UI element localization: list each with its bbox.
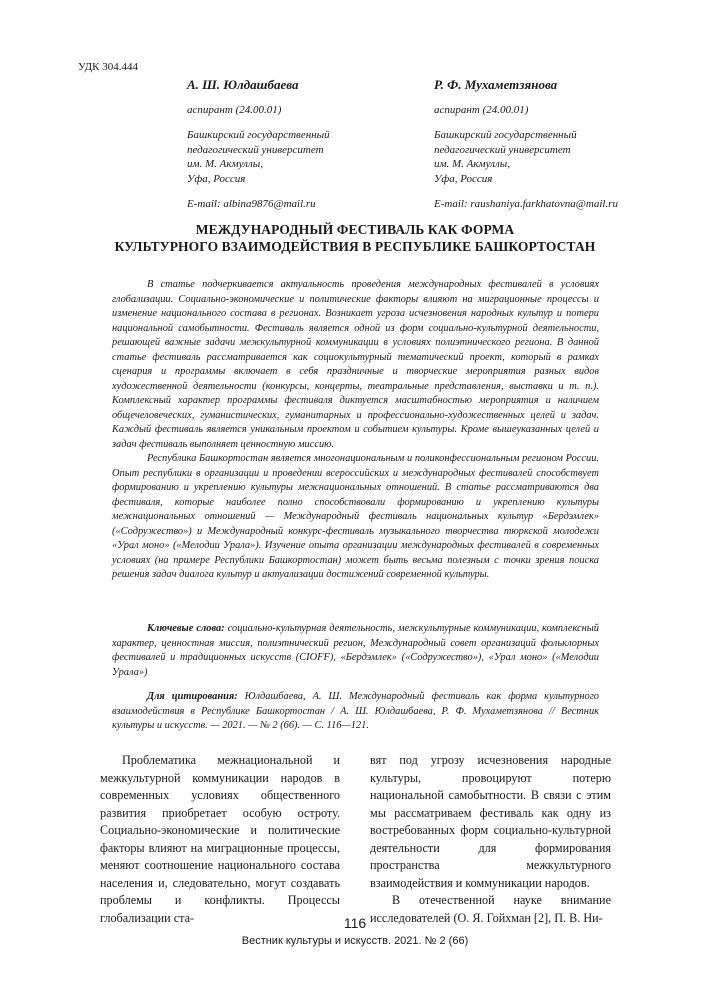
- citation-text: Юлдашбаева, А. Ш. Международный фестиваль как форма культурного взаимодействия в Республике Башкортостан / А. Ш. Юлдашбаева, Р. Ф. Мухаметзянова // Вестник культуры и искусств. — 2021. — № 2 (66). — С. 116—121.: [112, 691, 599, 731]
- citation: [112, 690, 599, 734]
- keywords: [112, 622, 599, 680]
- affiliation-line: им. М. Акмуллы,: [187, 158, 263, 170]
- title-line: МЕЖДУНАРОДНЫЙ ФЕСТИВАЛЬ КАК ФОРМА: [195, 222, 515, 237]
- affiliation-line: Башкирский государственный: [187, 129, 330, 141]
- journal-footer: Вестник культуры и искусств. 2021. № 2 (66): [241, 935, 469, 947]
- abstract: [112, 278, 599, 583]
- title-line: КУЛЬТУРНОГО ВЗАИМОДЕЙСТВИЯ В РЕСПУБЛИКЕ БАШКОРТОСТАН: [114, 239, 596, 254]
- affiliation-line: педагогический университет: [434, 143, 571, 156]
- keywords-text: социально-культурная деятельность, межкультурные коммуникации, комплексный характер, ценностная миссия, полиэтнический регион, Международный совет организаций фольклорных фестивалей и традиционных искусств (CIOFF), «Бердэмлек» («Содружество»), «Урал моно» («Мелодии Урала»): [112, 623, 599, 678]
- affiliation-line: Башкирский государственный: [434, 129, 577, 141]
- body-column-left: [100, 752, 340, 927]
- body-paragraph: вят под угрозу исчезновения народные культуры, провоцируют потерю национальной самобытности. В связи с этим мы рассматриваем фестиваль как одну из востребованных форм социально-культурной деятельности для формирования пространства межкультурного взаимодействия и коммуникации народов.: [370, 753, 611, 890]
- body-column-right: [370, 752, 611, 927]
- author-block-2: [434, 78, 684, 212]
- author-email: E-mail: raushaniya.farkhatovna@mail.ru: [434, 198, 618, 210]
- author-email: E-mail: albina9876@mail.ru: [187, 198, 316, 210]
- author-position: аспирант (24.00.01): [434, 103, 529, 116]
- body-paragraph: В отечественной науке внимание исследователей (О. Я. Гойхман [2], П. В. Ни-: [370, 893, 611, 925]
- affiliation-line: Уфа, Россия: [187, 172, 246, 185]
- body-paragraph: Проблематика межнациональной и межкультурной коммуникации народов в современных условиях общественного развития приобретает особую остроту. Социально-экономические и политические факторы влияют на миграционные процессы, меняют соотношение национального состава населения и, следовательно, могут создавать проблемы и конфликты. Процессы глобализации ста-: [100, 753, 340, 925]
- udk-code: УДК 304.444: [78, 61, 139, 73]
- abstract-paragraph: В статье подчеркивается актуальность проведения международных фестивалей в условиях глобализации. Социально-экономические и политические факторы влияют на миграционные процессы и изменение национального состава в регионах. Возникает угроза исчезновения народных культур и потери национальной самобытности. Фестиваль является одной из форм социально-культурной деятельности, решающей важные задачи межкультурной коммуникации в условиях полиэтнического региона. В данной статье фестиваль рассматривается как социокультурный тематический проект, который в рамках сценария и программы включает в себя праздничные и творческие мероприятия разных видов художественной деятельности (конкурсы, концерты, театральные представления, выставки и т. п.). Комплексный характер программы фестиваля диктуется масштабностью мероприятия и наличием общечеловеческих, гуманистических, гуманитарных и профессионально-художественных целей и задач. Каждый фестиваль является уникальным проектом и событием культуры. Кроме вышеуказанных целей и задач фестиваль выполняет ценностную миссию.: [112, 279, 599, 450]
- author-affiliation: [434, 128, 684, 186]
- affiliation-line: Уфа, Россия: [434, 172, 493, 185]
- affiliation-line: им. М. Акмуллы,: [434, 158, 510, 170]
- abstract-paragraph: Республика Башкортостан является многонациональным и поликонфессиональным регионом России. Опыт республики в организации и проведении всероссийских и международных фестивалей способствует формированию и укреплению культуры межнациональных отношений. В статье рассматриваются два фестиваля, которые наиболее полно способствовали формированию и укреплению культуры межнациональных отношений — Международный фестиваль национальных культур «Бердэмлек» («Содружество») и Международный конкурс-фестиваль музыкального творчества тюркской молодежи «Урал моно» («Мелодии Урала»). Изучение опыта организации международных фестивалей в современных условиях (на примере Республики Башкортостан) может быть весьма полезным с точки зрения поиска решения задач диалога культур и актуализации достижений современной культуры.: [112, 453, 599, 580]
- author-block-1: [187, 78, 437, 212]
- author-position: аспирант (24.00.01): [187, 103, 282, 116]
- author-name: Р. Ф. Мухаметзянова: [434, 77, 558, 92]
- author-name: А. Ш. Юлдашбаева: [187, 77, 299, 92]
- affiliation-line: педагогический университет: [187, 143, 324, 156]
- article-title: [60, 221, 650, 255]
- page-number: 116: [343, 915, 367, 931]
- citation-label: Для цитирования:: [147, 691, 238, 702]
- keywords-label: Ключевые слова:: [147, 623, 225, 634]
- author-affiliation: [187, 128, 437, 186]
